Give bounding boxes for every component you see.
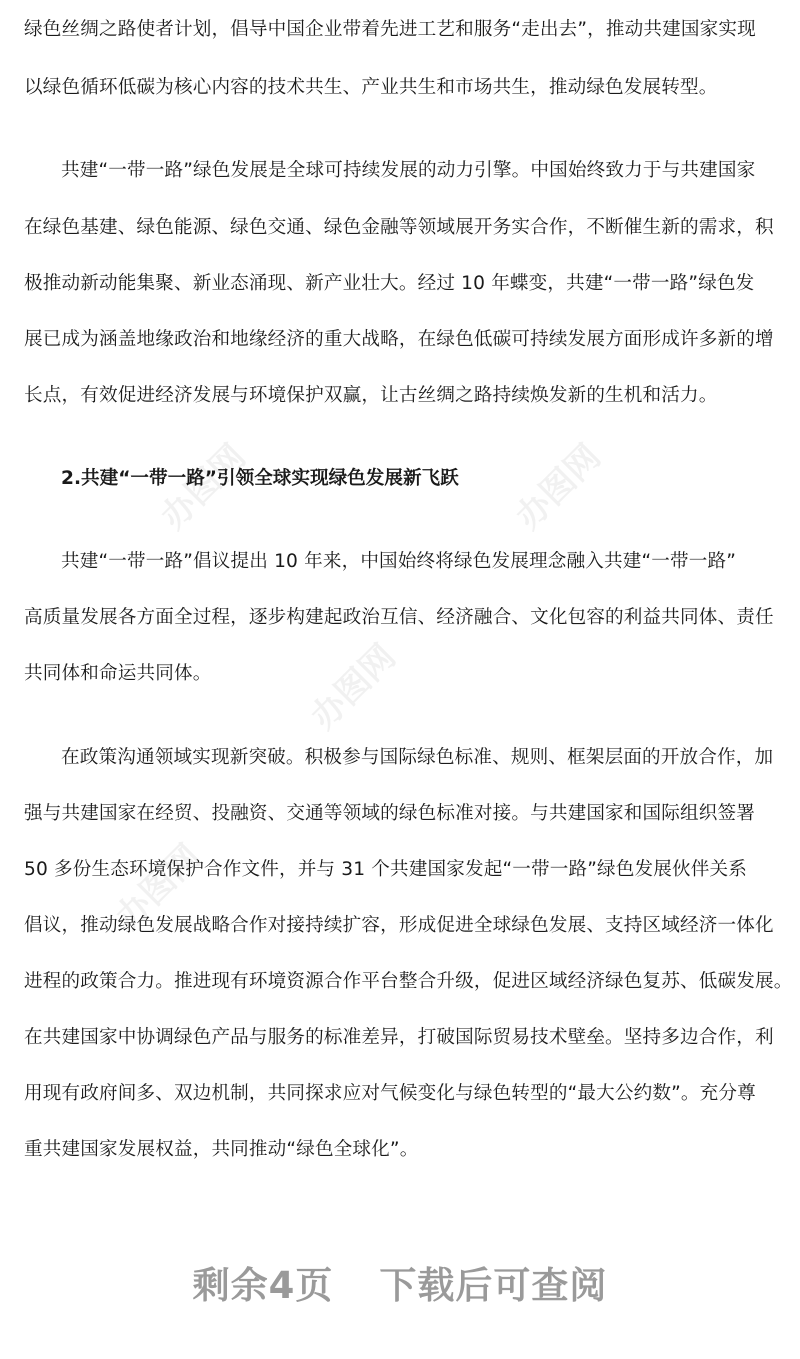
paragraph-line: 进程的政策合力。推进现有环境资源合作平台整合升级，促进区域经济绿色复苏、低碳发展。 <box>24 971 793 992</box>
paragraph-line: 在政策沟通领域实现新突破。积极参与国际绿色标准、规则、框架层面的开放合作，加 <box>61 747 774 768</box>
paragraph-line: 用现有政府间多、双边机制，共同探求应对气候变化与绿色转型的“最大公约数”。充分尊 <box>24 1083 756 1104</box>
watermark: 办图网 <box>108 836 209 938</box>
paragraph-line: 展已成为涵盖地缘政治和地缘经济的重大战略，在绿色低碳可持续发展方面形成许多新的增 <box>24 329 774 350</box>
watermark: 办图网 <box>508 436 609 538</box>
paragraph-line: 以绿色循环低碳为核心内容的技术共生、产业共生和市场共生，推动绿色发展转型。 <box>24 77 718 98</box>
paragraph-line: 绿色丝绸之路使者计划，倡导中国企业带着先进工艺和服务“走出去”，推动共建国家实现 <box>24 19 756 40</box>
paragraph-line: 长点，有效促进经济发展与环境保护双赢，让古丝绸之路持续焕发新的生机和活力。 <box>24 385 718 406</box>
watermark: 办图网 <box>153 436 254 538</box>
section-heading: 2.共建“一带一路”引领全球实现绿色发展新飞跃 <box>61 468 459 489</box>
paragraph-line: 共建“一带一路”绿色发展是全球可持续发展的动力引擎。中国始终致力于与共建国家 <box>61 160 756 181</box>
paragraph-line: 高质量发展各方面全过程，逐步构建起政治互信、经济融合、文化包容的利益共同体、责任 <box>24 607 774 628</box>
download-prompt[interactable] <box>0 1255 800 1309</box>
paragraph-line: 50 多份生态环境保护合作文件，并与 31 个共建国家发起“一带一路”绿色发展伙伴关系 <box>24 859 747 880</box>
paragraph-line: 倡议，推动绿色发展战略合作对接持续扩容，形成促进全球绿色发展、支持区域经济一体化 <box>24 915 774 936</box>
download-to-read-text: 下载后可查阅 <box>379 1264 608 1307</box>
paragraph-line: 共建“一带一路”倡议提出 10 年来，中国始终将绿色发展理念融入共建“一带一路” <box>61 551 737 572</box>
paragraph-line: 重共建国家发展权益，共同推动“绿色全球化”。 <box>24 1139 419 1160</box>
paragraph-line: 在绿色基建、绿色能源、绿色交通、绿色金融等领域展开务实合作，不断催生新的需求，积 <box>24 217 774 238</box>
remaining-pages-text: 剩余4页 <box>192 1264 334 1307</box>
paragraph-line: 在共建国家中协调绿色产品与服务的标准差异，打破国际贸易技术壁垒。坚持多边合作，利 <box>24 1027 774 1048</box>
paragraph-line: 强与共建国家在经贸、投融资、交通等领域的绿色标准对接。与共建国家和国际组织签署 <box>24 803 756 824</box>
paragraph-line: 极推动新动能集聚、新业态涌现、新产业壮大。经过 10 年蝶变，共建“一带一路”绿色发 <box>24 273 755 294</box>
watermark: 办图网 <box>303 636 404 738</box>
paragraph-line: 共同体和命运共同体。 <box>24 663 212 684</box>
